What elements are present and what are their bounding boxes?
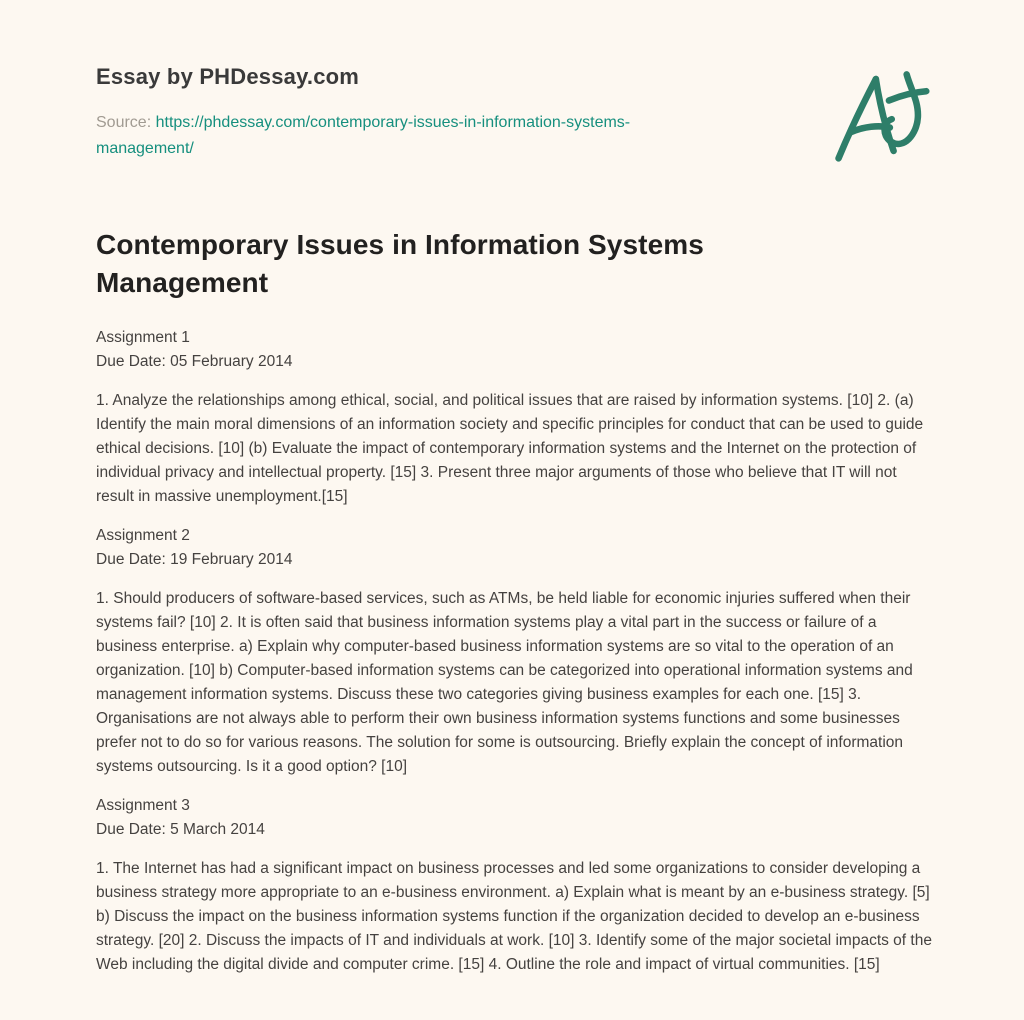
a-plus-logo-icon [832,66,930,164]
assignment-2-body: 1. Should producers of software-based services, such as ATMs, be held liable for economic injuries suffered when their systems fail? [10] 2. It is often said that business information systems play a vital part in the success or failure of a business enterprise. a) Explain why computer-based business information systems are so vital to the operation of an organization. [10] b) Computer-based information systems can be categorized into operational information systems and management information systems. Discuss these two categories giving business examples for each one. [15] 3. Organisations are not always able to perform their own business information systems functions and some businesses prefer not to do so for various reasons. The solution for some is outsourcing. Briefly explain the concept of information systems outsourcing. Is it a good option? [10] [96,590,913,775]
page-header [96,64,936,164]
assignment-1-due-date: Due Date: 05 February 2014 [96,353,293,370]
assignment-3-body: 1. The Internet has had a significant impact on business processes and led some organizations to consider developing a business strategy more appropriate to an e-business environment. a) Explain what is meant by an e-business strategy. [5] b) Discuss the impact on the business information systems function if the organization decided to develop an e-business strategy. [20] 2. Discuss the impacts of IT and individuals at work. [10] 3. Identify some of the major societal impacts of the Web including the digital divide and computer crime. [15] 4. Outline the role and impact of virtual communities. [15] [96,860,932,973]
assignment-1-head [96,326,936,374]
source-line [96,110,676,162]
assignment-2-section [96,524,936,779]
essay-title: Contemporary Issues in Information Systems Management [96,229,704,298]
source-url-link[interactable]: https://phdessay.com/contemporary-issues-in-information-systems-management/ [96,114,631,157]
assignment-3-due-date: Due Date: 5 March 2014 [96,821,265,838]
assignment-3-head [96,794,936,842]
assignment-1-body: 1. Analyze the relationships among ethical, social, and political issues that are raised by information systems. [10] 2. (a) Identify the main moral dimensions of an information society and specific principles for conduct that can be used to guide ethical decisions. [10] (b) Evaluate the impact of contemporary information systems and the Internet on the protection of individual privacy and intellectual property. [15] 3. Present three major arguments of those who believe that IT will not result in massive unemployment.[15] [96,392,924,505]
assignment-1-section [96,326,936,509]
assignment-2-heading: Assignment 2 [96,527,190,544]
assignment-3-section [96,794,936,977]
source-label: Source: [96,114,152,131]
header-text-block [96,64,676,162]
brand-title: Essay by PHDessay.com [96,64,360,89]
assignment-1-heading: Assignment 1 [96,329,190,346]
assignment-2-due-date: Due Date: 19 February 2014 [96,551,293,568]
assignment-3-heading: Assignment 3 [96,797,190,814]
assignment-2-head [96,524,936,572]
